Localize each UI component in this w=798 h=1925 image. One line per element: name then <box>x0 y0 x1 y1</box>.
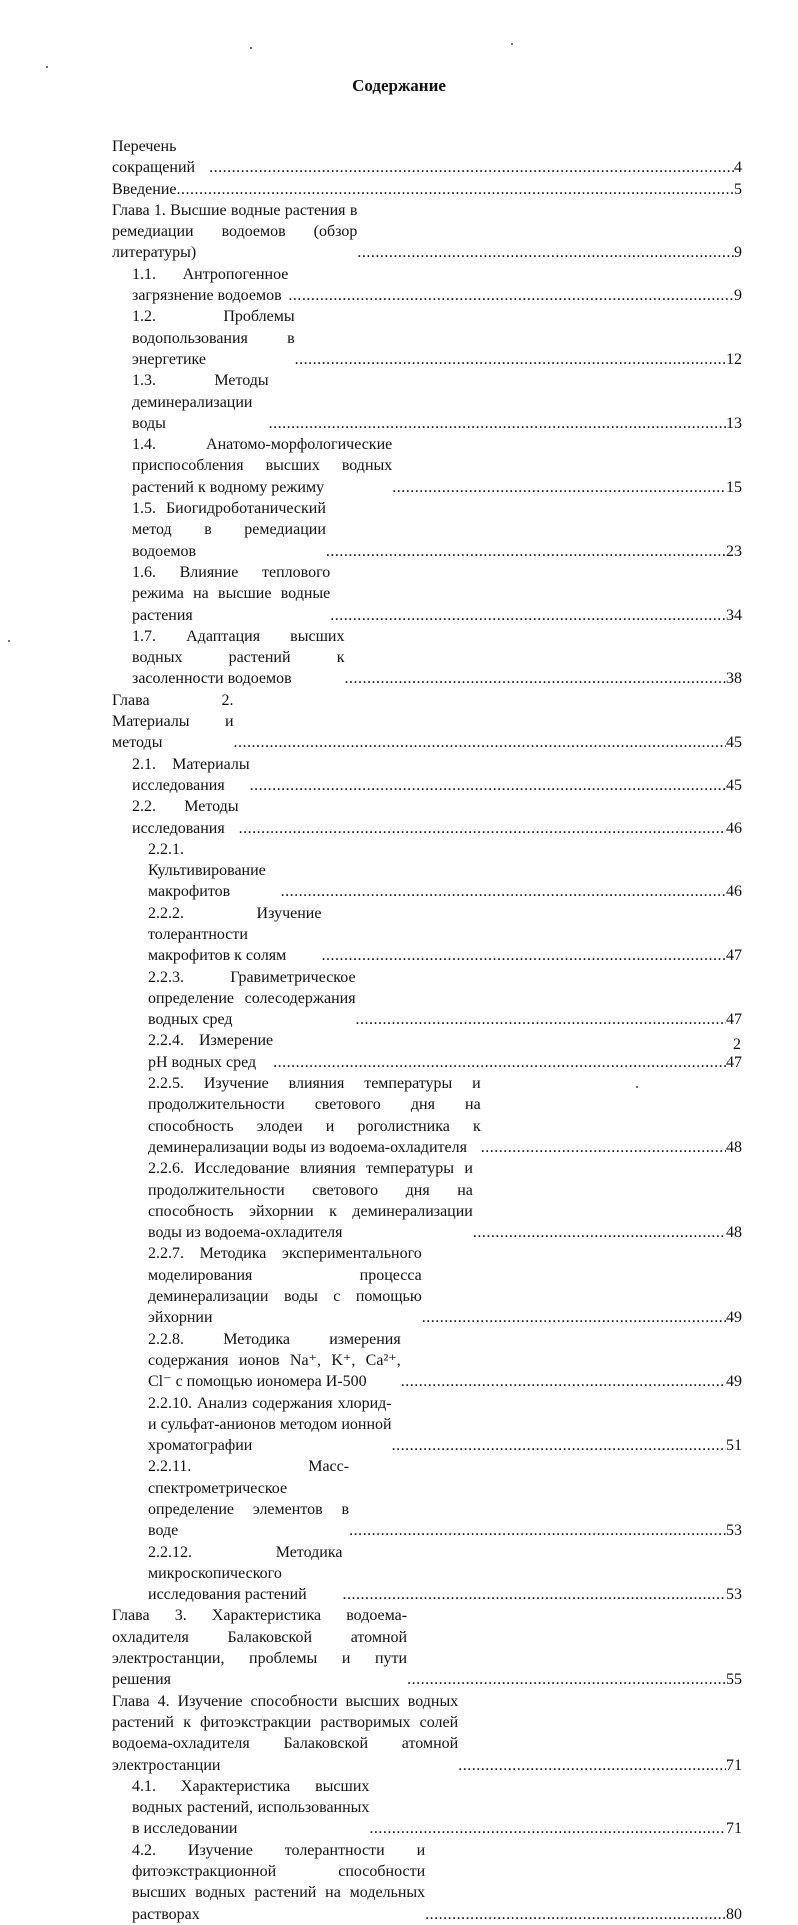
toc-entry-text: 2.2.10. Анализ содержания хлорид- и сульфат-анионов методом ионной хроматографии <box>148 1394 392 1455</box>
toc-entry <box>112 1776 742 1840</box>
toc-entry <box>112 967 742 1031</box>
toc-entry-page: 23 <box>726 542 742 560</box>
toc-entry <box>112 1393 742 1457</box>
toc-entry <box>112 200 742 264</box>
page-title: Содержание <box>352 76 446 95</box>
toc-entry-text: 2.2. Методы исследования <box>132 798 239 837</box>
toc-entry-page: 46 <box>726 819 742 837</box>
toc-entry <box>112 754 742 797</box>
toc-entry-text: 1.1. Антропогенное загрязнение водоемов <box>132 265 289 305</box>
toc-entry <box>112 690 742 754</box>
toc-entry <box>112 796 742 839</box>
toc-entry <box>112 903 742 967</box>
toc-entry-text: Введение <box>112 180 177 198</box>
toc-entry-page: 15 <box>726 478 742 496</box>
toc-entry <box>112 264 742 307</box>
toc-entry-page: 48 <box>726 1138 742 1156</box>
toc-entry-text: Глава 2. Материалы и методы <box>112 691 234 752</box>
toc-entry-page: 47 <box>726 947 742 965</box>
toc-entry-page: 4 <box>734 159 742 177</box>
toc-entry-page: 47 <box>726 1053 742 1071</box>
toc-entry-page: 46 <box>726 883 742 901</box>
toc-entry <box>112 1329 742 1393</box>
toc-entry <box>112 1158 742 1243</box>
toc-entry-text: 2.2.6. Исследование влияния температуры и продолжительности светового дня на способность эйхорнии к деминерализации воды из водоема-охладителя <box>148 1160 473 1242</box>
toc-entry-page: 55 <box>726 1671 742 1689</box>
toc-entry-page: 5 <box>734 180 742 198</box>
toc-entry-text: 2.2.3. Гравиметрическое определение солесодержания водных сред <box>148 968 356 1029</box>
toc-entry-text: 2.2.1. Культивирование макрофитов <box>148 840 266 901</box>
toc-entry-text: 2.1. Материалы исследования <box>132 755 250 794</box>
toc-entry-text: 2.2.4. Измерение pH водных сред <box>148 1032 274 1071</box>
toc-entry <box>112 1456 742 1541</box>
toc-entry <box>112 136 742 179</box>
toc-entry <box>112 1691 742 1776</box>
scan-speck <box>511 43 513 45</box>
toc-entry-page: 53 <box>726 1586 742 1604</box>
toc-entry <box>112 179 742 200</box>
page-number: 2 <box>733 1036 741 1053</box>
toc-entry-text: 2.2.7. Методика экспериментального моделирования процесса деминерализации воды с помощью эйхорнии <box>148 1245 422 1327</box>
toc-entry <box>112 434 742 498</box>
toc-entry <box>112 1840 742 1925</box>
toc-entry-page: 38 <box>726 670 742 688</box>
table-of-contents <box>112 136 742 1925</box>
toc-entry <box>112 1605 742 1690</box>
toc-entry-page: 45 <box>726 734 742 752</box>
toc-entry-text: 1.3. Методы деминерализации воды <box>132 372 269 432</box>
scan-speck <box>636 1086 638 1088</box>
toc-entry-text: 2.2.2. Изучение толерантности макрофитов к солям <box>148 904 322 965</box>
toc-entry-text: 2.2.11. Масс-спектрометрическое определение элементов в воде <box>148 1458 350 1540</box>
toc-entry-page: 48 <box>726 1224 742 1242</box>
toc-entry-text: 4.1. Характеристика высших водных растений, использованных в исследовании <box>132 1777 370 1838</box>
toc-entry-text: 1.4. Анатомо-морфологические приспособления высших водных растений к водному режиму <box>132 436 393 496</box>
toc-entry-page: 71 <box>726 1820 742 1838</box>
toc-entry-page: 45 <box>726 776 742 794</box>
toc-entry <box>112 498 742 562</box>
toc-entry <box>112 562 742 626</box>
toc-entry-text: Глава 1. Высшие водные растения в ремедиации водоемов (обзор литературы) <box>112 201 358 262</box>
toc-entry-page: 49 <box>726 1309 742 1327</box>
toc-entry-text: Глава 3. Характеристика водоема-охладителя Балаковской атомной электростанции, проблемы и пути решения <box>112 1607 408 1689</box>
toc-entry-text: Перечень сокращений <box>112 138 196 177</box>
toc-entry <box>112 1542 742 1606</box>
toc-entry-text: 1.2. Проблемы водопользования в энергетике <box>132 308 295 368</box>
toc-entry-page: 53 <box>726 1522 742 1540</box>
toc-entry-text: 1.5. Биогидроботанический метод в ремедиации водоемов <box>132 500 326 560</box>
toc-entry-text: 2.2.8. Методика измерения содержания ионов Na⁺, K⁺, Ca²⁺, Cl⁻ с помощью иономера И-500 <box>148 1330 401 1391</box>
toc-entry-page: 71 <box>726 1756 742 1774</box>
toc-entry-page: 47 <box>726 1011 742 1029</box>
toc-entry-text: 1.6. Влияние теплового режима на высшие водные растения <box>132 563 331 624</box>
toc-entry-page: 34 <box>726 606 742 624</box>
scan-speck <box>8 640 10 642</box>
toc-entry-page: 12 <box>726 350 742 368</box>
toc-entry-text: Глава 4. Изучение способности высших водных растений к фитоэкстракции растворимых солей водоема-охладителя Балаковской атомной электростанции <box>112 1692 459 1774</box>
toc-entry <box>112 1243 742 1328</box>
toc-entry <box>112 839 742 903</box>
scan-speck <box>250 47 252 49</box>
toc-entry-page: 51 <box>726 1437 742 1455</box>
toc-entry <box>112 1030 742 1073</box>
toc-entry-page: 13 <box>726 414 742 432</box>
toc-entry <box>112 306 742 370</box>
toc-entry-page: 9 <box>734 244 742 262</box>
toc-entry-page: 9 <box>734 287 742 305</box>
toc-entry <box>112 1073 742 1158</box>
toc-entry <box>112 370 742 434</box>
toc-entry-page: 80 <box>726 1905 742 1923</box>
toc-entry-text: 4.2. Изучение толерантности и фитоэкстракционной способности высших водных растений на модельных растворах <box>132 1841 426 1923</box>
scan-speck <box>46 66 48 68</box>
toc-entry-text: 2.2.12. Методика микроскопического исследования растений <box>148 1543 343 1604</box>
toc-entry <box>112 626 742 690</box>
toc-entry-text: 2.2.5. Изучение влияния температуры и продолжительности светового дня на способность элодеи и роголистника к деминерализации воды из водоема-охладителя <box>148 1075 481 1156</box>
toc-entry-text: 1.7. Адаптация высших водных растений к засоленности водоемов <box>132 627 345 688</box>
toc-entry-page: 49 <box>726 1373 742 1391</box>
